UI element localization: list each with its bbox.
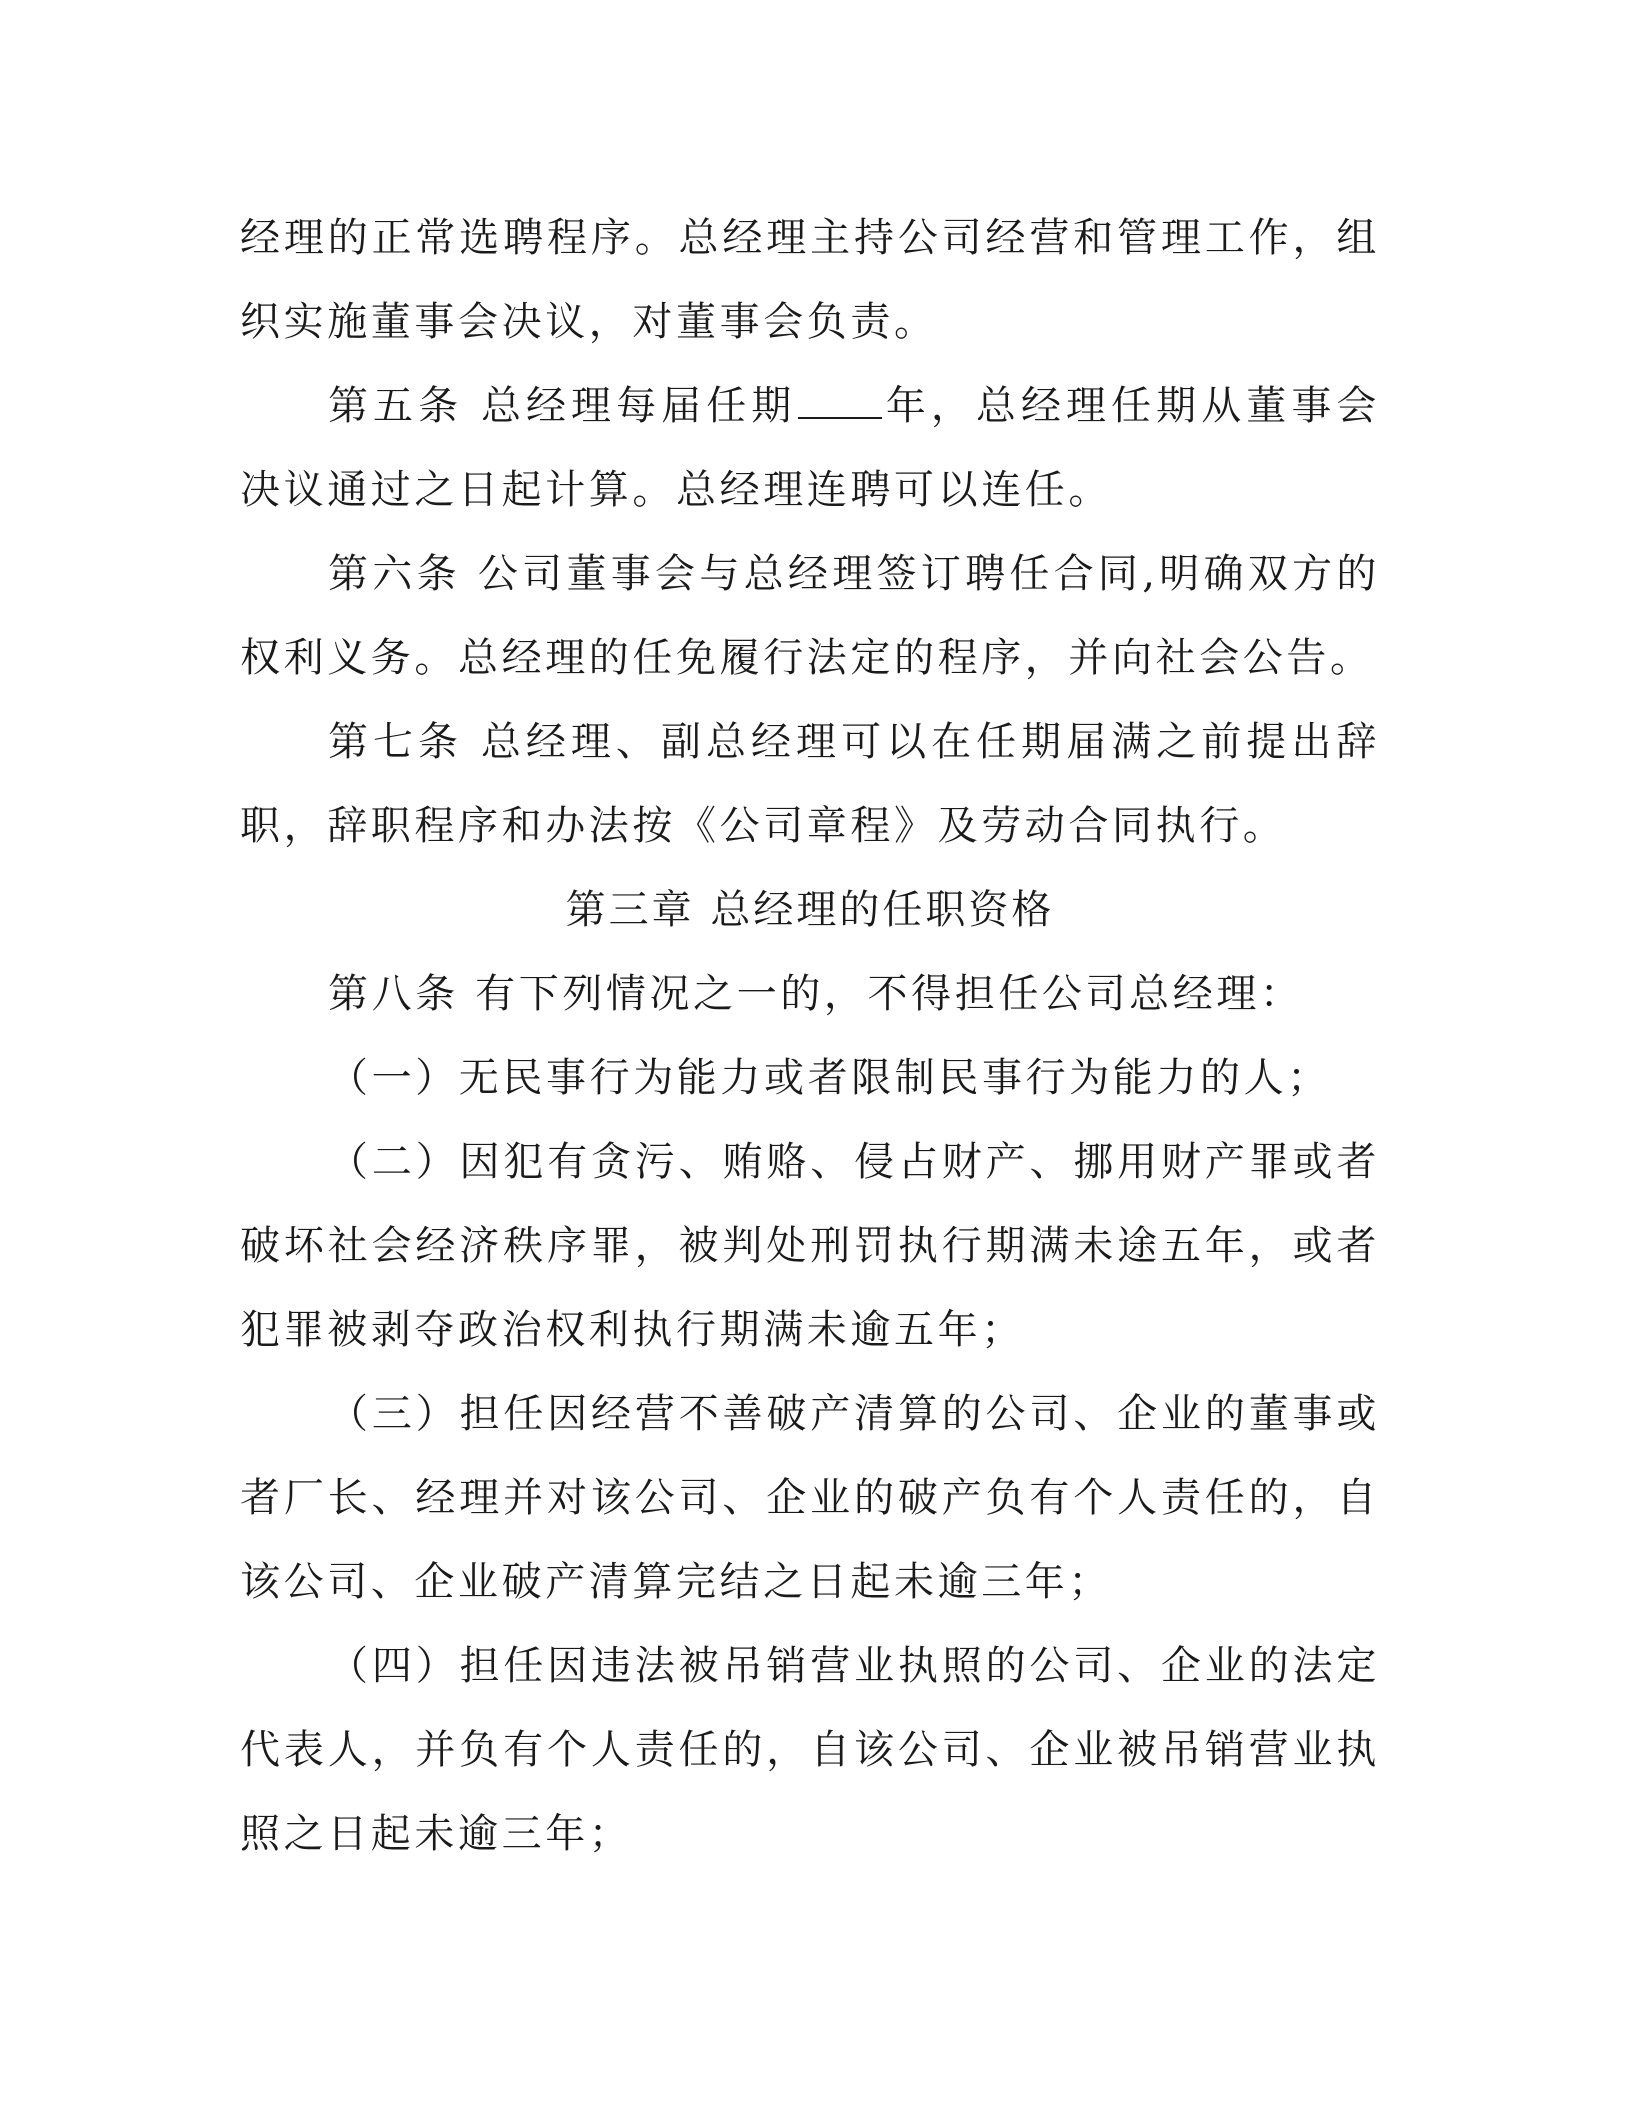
article-6: 第六条 公司董事会与总经理签订聘任合同,明确双方的权利义务。总经理的任免履行法定的程序，并向社会公告。 xyxy=(240,551,1380,681)
item-2: （二）因犯有贪污、贿赂、侵占财产、挪用财产罪或者破坏社会经济秩序罪，被判处刑罚执行期满未途五年，或者犯罪被剥夺政治权利执行期满未逾五年； xyxy=(240,1139,1380,1353)
item-1: （一）无民事行为能力或者限制民事行为能力的人； xyxy=(328,1055,1331,1101)
article-8: 第八条 有下列情况之一的，不得担任公司总经理： xyxy=(328,971,1304,1017)
item-3: （三）担任因经营不善破产清算的公司、企业的董事或者厂长、经理并对该公司、企业的破产负有个人责任的，自该公司、企业破产清算完结之日起未逾三年； xyxy=(240,1391,1380,1605)
document-page xyxy=(240,196,1380,1876)
article-5 xyxy=(240,364,1380,532)
article-5-text-a: 第五条 总经理每届任期 xyxy=(328,383,797,429)
article-7: 第七条 总经理、副总经理可以在任期届满之前提出辞职，辞职程序和办法按《公司章程》及劳动合同执行。 xyxy=(240,719,1380,849)
paragraph-continuation: 经理的正常选聘程序。总经理主持公司经营和管理工作，组织实施董事会决议，对董事会负责。 xyxy=(240,215,1380,345)
article-5-text-b: 年，总经理任期从董事会决议通过之日起计算。总经理连聘可以连任。 xyxy=(240,383,1380,513)
item-4: （四）担任因违法被吊销营业执照的公司、企业的法定代表人，并负有个人责任的，自该公司、企业被吊销营业执照之日起未逾三年； xyxy=(240,1643,1380,1857)
chapter-heading: 第三章 总经理的任职资格 xyxy=(565,887,1055,933)
term-years-blank xyxy=(798,387,882,419)
